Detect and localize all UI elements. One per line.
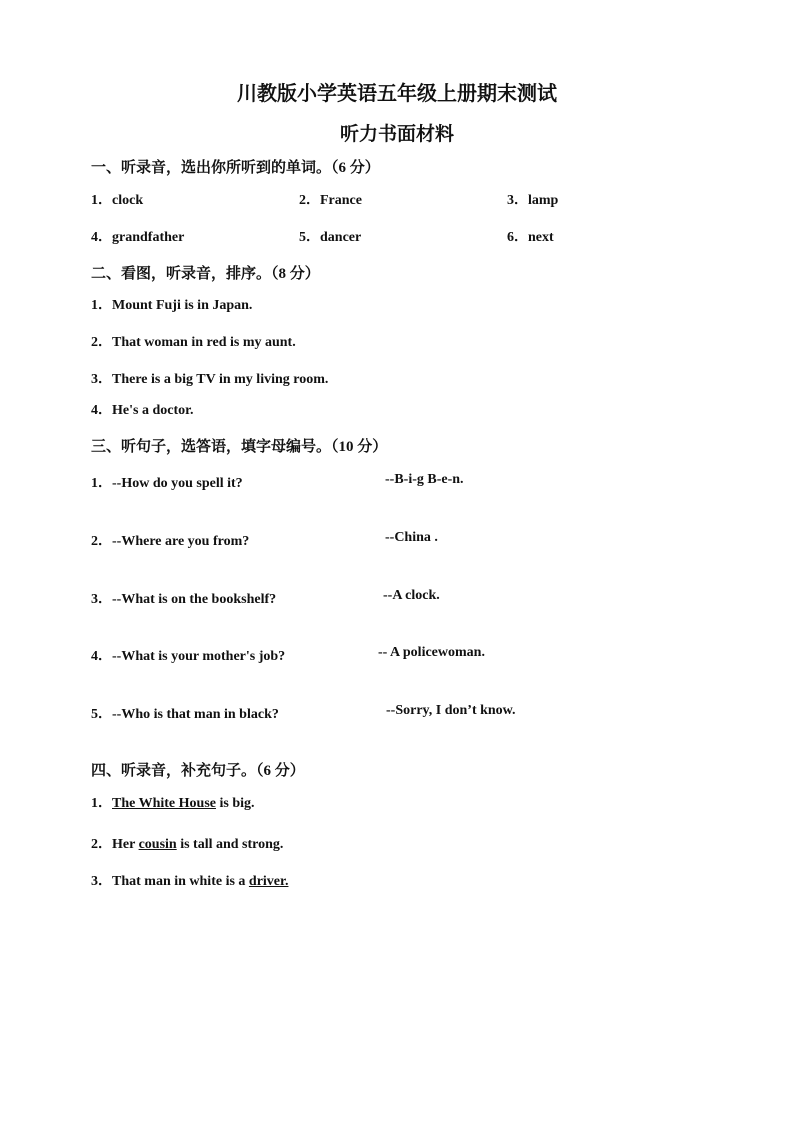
item-number: 2． <box>91 335 112 350</box>
answer: --A clock. <box>383 588 440 603</box>
question: --Who is that man in black? <box>112 707 279 722</box>
filled-answer: cousin <box>138 837 177 852</box>
section-3-heading: 三、听句子，选答语，填字母编号。（10 分） <box>91 439 388 455</box>
list-item <box>91 294 252 314</box>
word: grandfather <box>112 230 185 245</box>
sentence-end: is tall and strong. <box>176 837 284 852</box>
word: France <box>320 193 362 208</box>
item-number: 2． <box>91 837 112 852</box>
item-number: 3． <box>91 874 112 889</box>
list-item <box>91 189 143 209</box>
sentence-start: Her <box>112 837 139 852</box>
sentence-start: That man in white is a <box>112 874 249 889</box>
answer: --Sorry, I don’t know. <box>386 703 516 718</box>
section-4-heading: 四、听录音，补充句子。（6 分） <box>91 763 305 779</box>
word: next <box>528 230 554 245</box>
filled-answer: driver. <box>248 874 289 889</box>
list-item <box>91 472 243 492</box>
question: --How do you spell it? <box>112 476 243 491</box>
list-item <box>91 331 296 351</box>
sentence: Mount Fuji is in Japan. <box>112 298 253 313</box>
word: dancer <box>320 230 362 245</box>
section-2-heading: 二、看图，听录音，排序。（8 分） <box>91 266 320 282</box>
question: --What is on the bookshelf? <box>112 592 277 607</box>
list-item <box>91 399 194 419</box>
filled-answer: The White House <box>112 796 216 811</box>
item-number: 1． <box>91 298 112 313</box>
section-1-heading: 一、听录音，选出你所听到的单词。（6 分） <box>91 160 380 176</box>
item-number: 3． <box>91 372 112 387</box>
question: --What is your mother's job? <box>112 649 286 664</box>
sentence: He's a doctor. <box>112 403 194 418</box>
list-item <box>507 189 558 209</box>
page-title: 川教版小学英语五年级上册期末测试 <box>237 83 557 105</box>
answer: --China . <box>385 530 438 545</box>
list-item <box>91 368 328 388</box>
item-number: 5． <box>299 230 320 245</box>
sentence: That woman in red is my aunt. <box>112 335 296 350</box>
item-number: 2． <box>299 193 320 208</box>
word: clock <box>112 193 144 208</box>
list-item <box>507 226 554 246</box>
sentence-end: is big. <box>215 796 255 811</box>
item-number: 4． <box>91 403 112 418</box>
list-item <box>91 645 285 665</box>
list-item <box>91 588 276 608</box>
list-item <box>91 703 279 723</box>
item-number: 1． <box>91 476 112 491</box>
item-number: 3． <box>507 193 528 208</box>
item-number: 1． <box>91 193 112 208</box>
list-item <box>91 870 288 890</box>
sentence: There is a big TV in my living room. <box>112 372 329 387</box>
item-number: 4． <box>91 649 112 664</box>
list-item <box>299 189 362 209</box>
list-item <box>91 833 283 853</box>
list-item <box>299 226 361 246</box>
item-number: 6． <box>507 230 528 245</box>
item-number: 5． <box>91 707 112 722</box>
item-number: 2． <box>91 534 112 549</box>
answer: -- A policewoman. <box>378 645 485 660</box>
list-item <box>91 530 249 550</box>
list-item <box>91 792 255 812</box>
word: lamp <box>528 193 559 208</box>
item-number: 4． <box>91 230 112 245</box>
page-subtitle: 听力书面材料 <box>339 124 454 145</box>
question: --Where are you from? <box>112 534 250 549</box>
item-number: 1． <box>91 796 112 811</box>
answer: --B-i-g B-e-n. <box>385 472 464 487</box>
item-number: 3． <box>91 592 112 607</box>
list-item <box>91 226 184 246</box>
